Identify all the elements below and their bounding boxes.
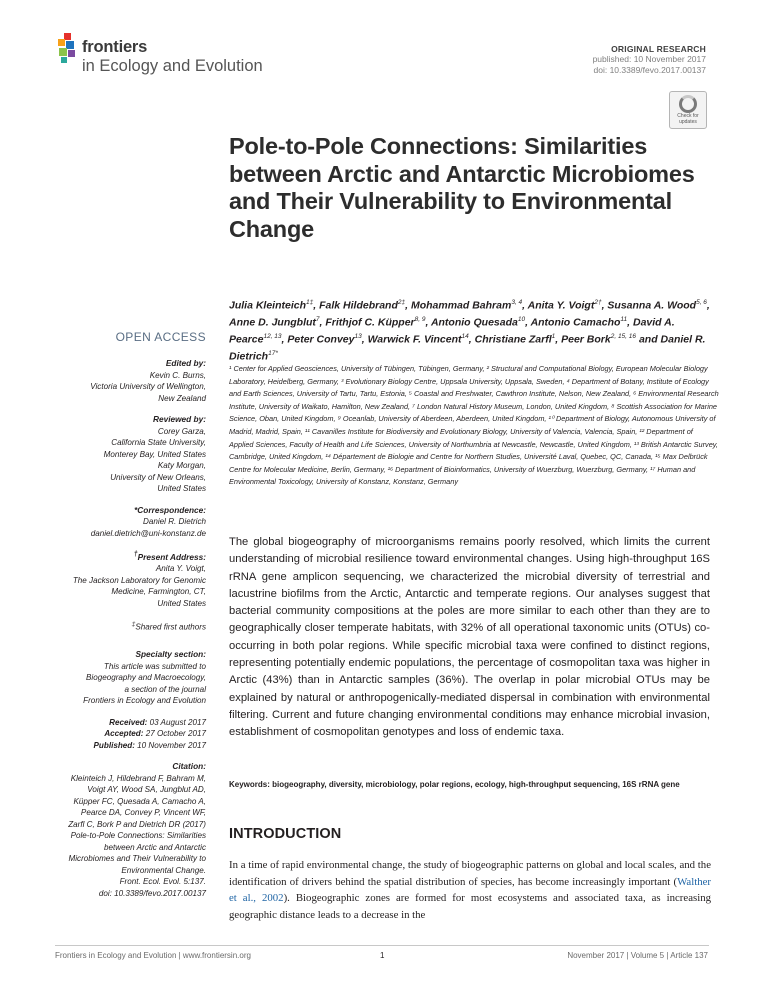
author-affiliation-marker: 13 <box>354 333 362 341</box>
accepted-date: 27 October 2017 <box>145 729 206 739</box>
intro-text-after: ). Biogeographic zones are formed for most ecosystems and associated taxa, as increasing geographic distance leads to a decrease in the <box>229 892 711 922</box>
author-name[interactable]: Antonio Camacho <box>530 316 621 329</box>
author-separator: , <box>706 299 710 312</box>
accepted-label: Accepted: <box>104 729 144 739</box>
specialty-list <box>55 661 206 707</box>
specialty-section <box>55 649 206 707</box>
sidebar-line: Daniel R. Dietrich <box>143 517 206 526</box>
correspondence-section <box>55 505 206 540</box>
author-name[interactable]: Antonio Quesada <box>430 316 518 329</box>
author-affiliation-marker: 1 <box>551 333 556 341</box>
shared-first-section <box>55 619 206 633</box>
sidebar-line: California State University, <box>111 438 206 447</box>
published-row <box>55 740 206 752</box>
author-name[interactable]: Daniel R. Dietrich <box>229 333 706 363</box>
sidebar-line: Biogeography and Macroecology, <box>86 673 206 683</box>
sidebar-line: a section of the journal <box>124 684 206 694</box>
present-address-mark: † <box>133 551 138 558</box>
correspondence-label: *Correspondence: <box>134 504 206 515</box>
sidebar-line: Medicine, Farmington, CT, <box>111 587 206 597</box>
present-address-label: Present Address: <box>137 551 206 562</box>
check-for-updates-label: Check for updates <box>677 113 699 125</box>
sidebar-line: between Arctic and Antarctic <box>104 842 206 852</box>
author-separator: , <box>601 299 608 312</box>
citation-link[interactable]: Walther et al., 2002 <box>229 875 711 905</box>
author-separator: , <box>361 333 368 346</box>
check-for-updates-icon <box>679 95 697 113</box>
author-affiliation-marker: 5, 6 <box>696 299 707 306</box>
author-name[interactable]: Peer Bork <box>561 333 611 346</box>
sidebar-line: Voigt AY, Wood SA, Jungblut AD, <box>87 785 206 795</box>
received-date: 03 August 2017 <box>149 717 206 727</box>
specialty-label: Specialty section: <box>135 649 206 660</box>
author-affiliation-marker: 3, 4 <box>511 299 523 306</box>
author-name[interactable]: Julia Kleinteich <box>229 299 307 312</box>
sidebar-line: Zarfl C, Bork P and Dietrich DR (2017) <box>68 819 206 829</box>
present-address-section <box>55 549 206 609</box>
introduction-heading: INTRODUCTION <box>229 826 342 842</box>
author-separator: , <box>525 316 531 329</box>
author-affiliation-marker: 11 <box>620 316 628 324</box>
published-label: Published: <box>93 740 135 750</box>
reviewed-by-list <box>55 426 206 495</box>
correspondence-list[interactable] <box>55 516 206 539</box>
author-name[interactable]: Frithjof C. Küpper <box>325 316 415 329</box>
published-date: published: 10 November 2017 <box>592 54 706 64</box>
article-meta-header <box>446 44 706 76</box>
author-name[interactable]: Christiane Zarfl <box>474 333 552 346</box>
author-affiliation-marker: 17* <box>268 350 278 358</box>
sidebar-line: Pole-to-Pole Connections: Similarities <box>70 831 206 841</box>
sidebar-line: Frontiers in Ecology and Evolution <box>83 696 206 706</box>
shared-first-text: Shared first authors <box>135 622 206 632</box>
author-separator: , <box>313 299 320 312</box>
author-separator: and <box>636 333 661 346</box>
edited-by-section <box>55 358 206 404</box>
article-type: ORIGINAL RESEARCH <box>611 44 706 54</box>
footer-divider <box>55 945 709 946</box>
author-affiliation-marker: 10 <box>517 316 526 324</box>
author-name[interactable]: Anne D. Jungblut <box>229 316 316 329</box>
author-separator: , <box>319 316 326 329</box>
sidebar-line: Microbiomes and Their Vulnerability to <box>68 854 206 864</box>
sidebar-line: The Jackson Laboratory for Genomic <box>72 575 206 585</box>
sidebar-line: daniel.dietrich@uni-konstanz.de <box>90 528 206 538</box>
sidebar-line: doi: 10.3389/fevo.2017.00137 <box>98 888 206 898</box>
sidebar-line: Environmental Change. <box>121 865 206 875</box>
sidebar-line: Katy Morgan, <box>157 461 206 470</box>
sidebar-line: Kleinteich J, Hildebrand F, Bahram M, <box>70 773 206 783</box>
author-affiliation-marker: 14 <box>461 333 469 341</box>
edited-by-label: Edited by: <box>165 358 206 368</box>
published-date-sidebar: 10 November 2017 <box>137 740 206 750</box>
author-affiliation-marker: 7 <box>315 316 320 324</box>
edited-by-list <box>55 370 206 405</box>
sidebar-line: United States <box>157 484 206 493</box>
author-separator: , <box>425 316 431 329</box>
sidebar-line: This article was submitted to <box>103 661 206 671</box>
author-affiliation-marker: 2‡ <box>397 299 406 306</box>
article-title: Pole-to-Pole Connections: Similarities between Arctic and Antarctic Microbiomes and Their Vulnerability to Environmental Change <box>229 133 695 242</box>
article-sidebar <box>55 330 206 899</box>
journal-name-secondary: in Ecology and Evolution <box>82 57 263 75</box>
intro-text-before: In a time of rapid environmental change, the study of biogeographic patterns on global and local scales, and the identification of drivers behind the spatial distribution of species, has become increasingly important ( <box>229 859 711 888</box>
author-affiliation-marker: 12, 13 <box>263 333 282 341</box>
author-name[interactable]: Warwick F. Vincent <box>367 333 462 346</box>
open-access-label: OPEN ACCESS <box>115 330 206 344</box>
sidebar-line: Kevin C. Burns, <box>149 370 206 380</box>
author-separator: , <box>555 333 562 346</box>
author-separator: , <box>522 299 528 312</box>
received-row <box>55 717 206 729</box>
present-address-heading <box>55 549 206 563</box>
accepted-row <box>55 728 206 740</box>
received-label: Received: <box>109 717 148 727</box>
sidebar-line: New Zealand <box>158 393 206 403</box>
footer-issue: November 2017 | Volume 5 | Article 137 <box>567 951 708 960</box>
reviewed-by-section <box>55 414 206 495</box>
shared-first-mark: ‡ <box>131 621 136 629</box>
footer-journal[interactable]: Frontiers in Ecology and Evolution | www.frontiersin.org <box>55 951 251 960</box>
author-name[interactable]: Falk Hildebrand <box>319 299 398 312</box>
sidebar-line: Monterey Bay, United States <box>103 449 206 459</box>
sidebar-line: University of New Orleans, <box>110 472 206 482</box>
author-affiliation-marker: 8, 9 <box>414 316 426 324</box>
present-address-list <box>55 563 206 609</box>
keywords: Keywords: biogeography, diversity, microbiology, polar regions, ecology, high-throughput sequencing, 16S rRNA gene <box>229 780 680 789</box>
author-list <box>229 296 719 364</box>
sidebar-line: Anita Y. Voigt, <box>155 564 206 574</box>
sidebar-line: Corey Garza, <box>157 426 206 436</box>
author-affiliation-marker: 2, 15, 16 <box>610 333 637 341</box>
citation-label: Citation: <box>172 761 206 772</box>
journal-name-primary: frontiers <box>82 38 148 56</box>
citation-list <box>55 773 206 900</box>
frontiers-logo-icon <box>55 33 81 63</box>
sidebar-line: United States <box>157 598 206 608</box>
sidebar-line: Küpper FC, Quesada A, Camacho A, <box>73 796 206 806</box>
affiliations: ¹ Center for Applied Geosciences, University of Tübingen, Tübingen, Germany, ² Structural and Computational Biology, European Molecular Biology Laboratory, Heidelberg, Germany, ³ Evolutionary Biology Centre, Uppsala University, Uppsala, Sweden, ⁴ Department of Botany, Institute of Ecology and Earth Sciences, University of Tartu, Tartu, Estonia, ⁵ Coastal and Freshwater, Cawthron Institute, Nelson, New Zealand, ⁶ Environmental Research Institute, University of Waikato, Hamilton, New Zealand, ⁷ London Natural History Museum, London, United Kingdom, ⁸ Scottish Association for Marine Science, Oban, United Kingdom, ⁹ Oceanlab, University of Aberdeen, Aberdeen, United Kingdom, ¹⁰ Department of Biology, Autonomous University of Madrid, Madrid, Spain, ¹¹ Cavanilles Institute for Biodiversity and Evolutionary Biology, University of Valencia, Valencia, Spain, ¹² Department of Applied Sciences, Faculty of Health and Life Sciences, University of Northumbria at Newcastle, Newcastle, United Kingdom, ¹³ British Antarctic Survey, Cambridge, United Kingdom, ¹⁴ Département de Biologie and Centre for Northern Studies, Université Laval, Quebec, QC, Canada, ¹⁵ Max Delbrück Centre for Molecular Medicine, Berlin, Germany, ¹⁶ Department of Bioinformatics, University of Wuerzburg, Wuerzburg, Germany, ¹⁷ Human and Environmental Toxicology, University of Konstanz, Konstanz, Germany <box>229 364 719 487</box>
author-separator: , <box>405 299 411 312</box>
dates-section <box>55 717 206 752</box>
author-name[interactable]: Peter Convey <box>287 333 355 346</box>
author-separator: , <box>627 316 633 329</box>
author-name[interactable]: Susanna A. Wood <box>607 299 697 312</box>
author-affiliation-marker: 2† <box>594 299 602 306</box>
author-affiliation-marker: 1‡ <box>306 299 314 306</box>
sidebar-line: Victoria University of Wellington, <box>90 382 206 391</box>
author-separator: , <box>468 333 475 346</box>
citation-section <box>55 761 206 899</box>
reviewed-by-label: Reviewed by: <box>152 414 206 424</box>
abstract: The global biogeography of microorganisms remains poorly resolved, which limits the current understanding of microbial resilience toward environmental changes. Using high-throughput 16S rRNA gene amplicon sequencing, we characterized the microbial diversity of terrestrial and lacustrine biofilms from the Arctic, Antarctic and temperate regions. Our analyses suggest that bacterial community compositions at the poles are more similar to each other than they are to geographically closer temperate habitats, with 32% of all operational taxonomic units (OTUs) co-occurring in both polar regions. While specific microbial taxa were confined to distinct regions, representing potentially endemic populations, the percentage of cosmopolitan taxa was higher in Arctic (43%) than in Antarctic samples (36%). The overlap in polar microbial OTUs may be explained by natural or anthropogenically-mediated dispersal in combination with environmental filtering. Current and future changing environmental conditions may enhance microbial invasion, establishment of cosmopolitan genotypes and loss of endemic taxa. <box>229 536 710 739</box>
article-doi[interactable]: doi: 10.3389/fevo.2017.00137 <box>593 65 706 75</box>
introduction-paragraph <box>229 857 711 924</box>
check-for-updates-button[interactable] <box>669 91 707 129</box>
page-number: 1 <box>380 951 385 960</box>
shared-first-note <box>55 619 206 633</box>
author-name[interactable]: David A. Pearce <box>229 316 675 346</box>
sidebar-line: Front. Ecol. Evol. 5:137. <box>119 877 206 887</box>
author-name[interactable]: Anita Y. Voigt <box>527 299 595 312</box>
author-separator: , <box>281 333 288 346</box>
sidebar-line: Pearce DA, Convey P, Vincent WF, <box>80 808 206 818</box>
author-name[interactable]: Mohammad Bahram <box>410 299 512 312</box>
